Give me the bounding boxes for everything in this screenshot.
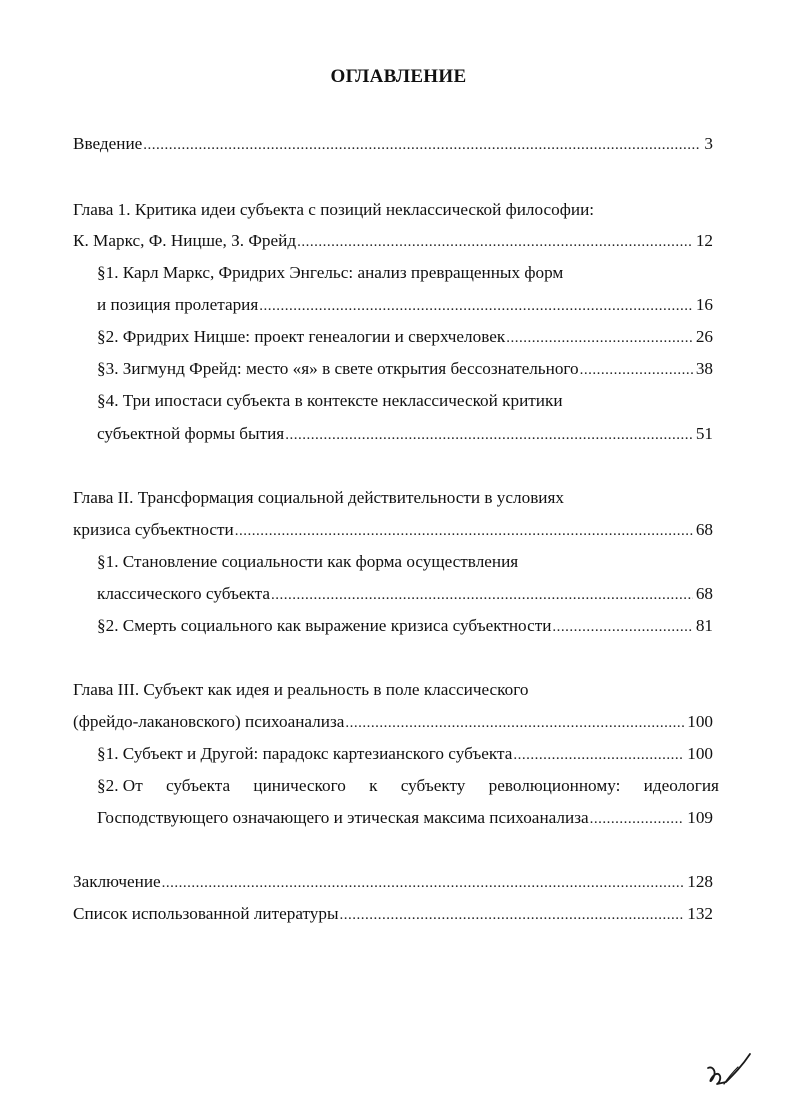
toc-page-number: 3 <box>704 134 713 153</box>
dot-leader <box>259 294 693 318</box>
toc-chapter-1-title[interactable]: Глава 1. Критика идеи субъекта с позиций неклассической философии: <box>73 200 595 219</box>
toc-entry-chapter-1[interactable] <box>73 229 713 253</box>
toc-entry-label: Введение <box>73 134 143 153</box>
toc-entry-label: §2. Фридрих Ницше: проект генеалогии и сверхчеловек <box>97 327 506 346</box>
toc-entry-section-3-1[interactable] <box>97 742 713 766</box>
toc-page-number: 38 <box>695 359 713 378</box>
toc-entry-section-2-1[interactable] <box>97 582 713 606</box>
toc-word: субъекту <box>400 776 466 795</box>
toc-page-number: 132 <box>687 904 713 923</box>
toc-word: идеология <box>643 776 719 795</box>
toc-word: к <box>369 776 378 795</box>
toc-entry-label: субъектной формы бытия <box>97 424 285 443</box>
toc-page-number: 68 <box>695 584 713 603</box>
toc-entry-label: §2. Смерть социального как выражение кризиса субъектности <box>97 616 552 635</box>
toc-entry-section-3-2[interactable] <box>97 806 713 830</box>
toc-word: §2. От <box>97 776 143 795</box>
dot-leader <box>235 519 693 543</box>
toc-page-number: 81 <box>695 616 713 635</box>
toc-entry-section-2-2[interactable] <box>97 614 713 638</box>
toc-word: субъекта <box>166 776 231 795</box>
toc-entry-section-1-3[interactable] <box>97 357 713 381</box>
dot-leader <box>506 326 693 350</box>
toc-page-number: 16 <box>695 295 713 314</box>
toc-entry-chapter-2[interactable] <box>73 518 713 542</box>
toc-entry-label: §1. Субъект и Другой: парадокс картезианского субъекта <box>97 744 513 763</box>
toc-page-number: 51 <box>695 424 713 443</box>
handwritten-signature-icon <box>700 1046 756 1092</box>
dot-leader <box>340 903 685 927</box>
toc-entry-label: Господствующего означающего и этическая максима психоанализа <box>97 808 589 827</box>
toc-section-1-4-title[interactable]: §4. Три ипостаси субъекта в контексте неклассической критики <box>97 391 563 410</box>
toc-entry-label: Список использованной литературы <box>73 904 339 923</box>
toc-entry-chapter-3[interactable] <box>73 710 713 734</box>
dot-leader <box>590 807 685 831</box>
dot-leader <box>345 711 684 735</box>
toc-entry-label: Заключение <box>73 872 161 891</box>
toc-entry-label: К. Маркс, Ф. Ницше, З. Фрейд <box>73 231 297 250</box>
toc-entry-conclusion[interactable] <box>73 870 713 894</box>
toc-word: революционному: <box>488 776 621 795</box>
toc-entry-bibliography[interactable] <box>73 902 713 926</box>
toc-entry-section-1-4[interactable] <box>97 422 713 446</box>
toc-entry-label: (фрейдо-лакановского) психоанализа <box>73 712 345 731</box>
dot-leader <box>143 133 701 157</box>
toc-word: цинического <box>253 776 346 795</box>
dot-leader <box>162 871 685 895</box>
toc-entry-section-1-2[interactable] <box>97 325 713 349</box>
page-title: ОГЛАВЛЕНИЕ <box>330 66 467 87</box>
toc-page-number: 100 <box>687 712 713 731</box>
toc-entry-label: кризиса субъектности <box>73 520 234 539</box>
toc-section-2-1-title[interactable]: §1. Становление социальности как форма осуществления <box>97 552 519 571</box>
toc-page-number: 26 <box>695 327 713 346</box>
toc-entry-label: §3. Зигмунд Фрейд: место «я» в свете открытия бессознательного <box>97 359 579 378</box>
dot-leader <box>297 230 693 254</box>
toc-page-number: 68 <box>695 520 713 539</box>
dot-leader <box>513 743 684 767</box>
toc-page-number: 128 <box>687 872 713 891</box>
toc-section-3-2-title[interactable] <box>97 774 719 798</box>
dot-leader <box>271 583 693 607</box>
toc-chapter-3-title[interactable]: Глава III. Субъект как идея и реальность в поле классического <box>73 680 529 699</box>
toc-entry-label: классического субъекта <box>97 584 270 603</box>
toc-page-number: 12 <box>695 231 713 250</box>
toc-chapter-2-title[interactable]: Глава II. Трансформация социальной действительности в условиях <box>73 488 565 507</box>
toc-page-number: 109 <box>687 808 713 827</box>
dot-leader <box>285 423 693 447</box>
toc-entry-introduction[interactable] <box>73 132 713 156</box>
toc-entry-label: и позиция пролетария <box>97 295 259 314</box>
dot-leader <box>580 358 693 382</box>
toc-section-1-1-title[interactable]: §1. Карл Маркс, Фридрих Энгельс: анализ превращенных форм <box>97 263 564 282</box>
toc-page-number: 100 <box>687 744 713 763</box>
toc-entry-section-1-1[interactable] <box>97 293 713 317</box>
dot-leader <box>552 615 692 639</box>
